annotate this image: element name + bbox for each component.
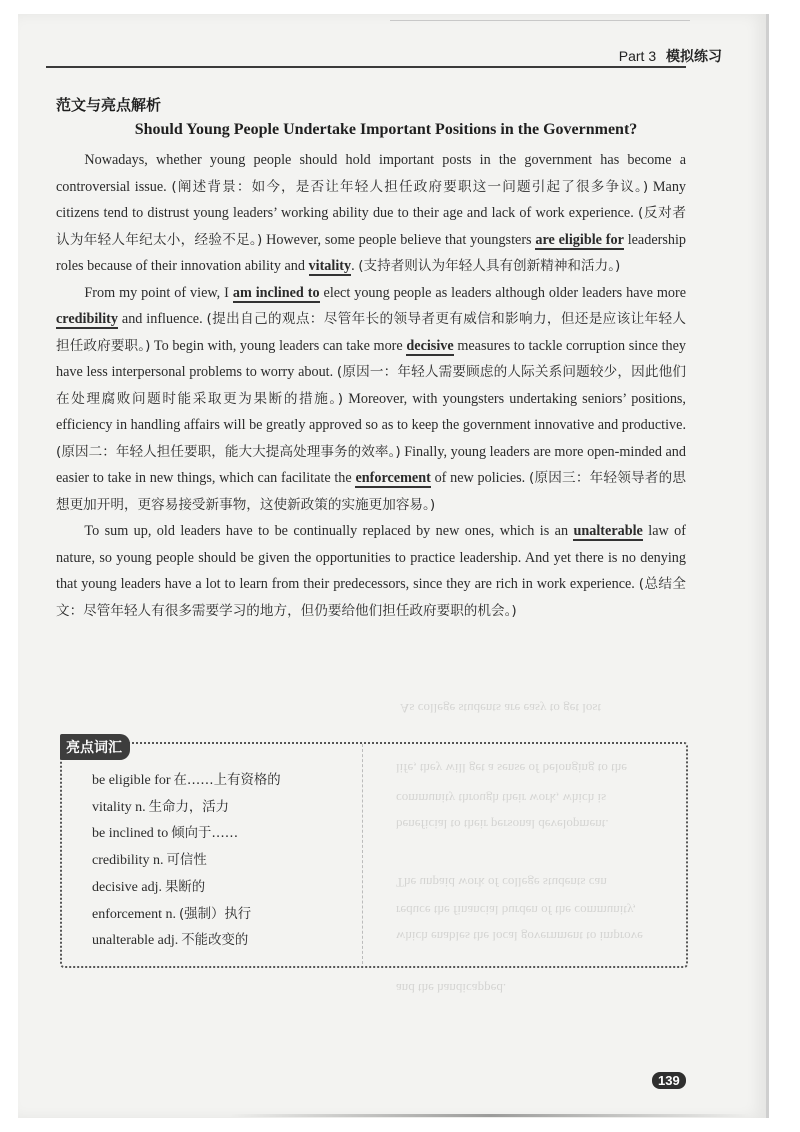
highlighted-term: unalterable	[573, 523, 643, 539]
highlighted-term: credibility	[56, 311, 119, 327]
vocab-item	[92, 821, 312, 848]
vocab-term: vitality n.	[92, 799, 146, 815]
bleed-through-text: reduce the financial burden of the community,	[396, 903, 636, 918]
essay-title: Should Young People Undertake Important Positions in the Government?	[134, 121, 638, 138]
essay-text: leadership roles because of their innovation ability and	[56, 231, 686, 274]
essay-text: Nowadays, whether young people should hold important posts in the government has become a controversial issue.	[56, 152, 686, 195]
bleed-through-text: As college students are easy to get lost	[400, 701, 602, 716]
vocab-term: unalterable adj.	[92, 933, 179, 949]
essay-text: Moreover, with youngsters undertaking seniors’ positions, efficiency in handling affairs will be greatly approved so as to keep the government innovative and productive.	[56, 390, 686, 433]
highlighted-term: am inclined to	[232, 284, 320, 301]
essay-text: and influence.	[118, 311, 207, 327]
page-number: 139	[652, 1072, 686, 1089]
essay-text: From my point of view, I	[84, 284, 233, 301]
chinese-annotation: (原因一：年轻人需要顾虑的人际关系问题较少，因此他们在处理腐败问题时能采取更为果断的措施。)	[56, 364, 686, 407]
vocab-item	[92, 795, 312, 822]
essay-text: elect young people as leaders although older leaders have more	[319, 284, 686, 301]
chinese-annotation: (总结全文：尽管年轻人有很多需要学习的地方，但仍要给他们担任政府要职的机会。)	[56, 576, 686, 619]
essay-text: law of nature, so young people should be given the opportunities to practice leadership. And yet there is no denying that young leaders have a lot to learn from their predecessors, since they are rich in work experience.	[56, 523, 686, 592]
vocab-item	[92, 928, 312, 955]
essay-text: To sum up, old leaders have to be continually replaced by new ones, which is an	[84, 523, 574, 539]
vocab-meaning: 可信性	[166, 853, 207, 869]
vocab-item	[92, 902, 312, 929]
vocab-meaning: 在……上有资格的	[173, 773, 281, 788]
bleed-through-text: The unpaid work of college students can	[396, 875, 607, 890]
vocab-meaning: 果断的	[164, 879, 206, 895]
vocab-item	[92, 768, 312, 795]
vocab-term: enforcement n.	[92, 906, 176, 922]
chinese-annotation: (原因三：年轻领导者的思想更加开明，更容易接受新事物，这使新政策的实施更加容易。)	[56, 470, 686, 513]
vocab-item	[92, 848, 312, 875]
vocab-term: credibility n.	[92, 853, 164, 869]
vocab-meaning: (强制）执行	[178, 906, 252, 922]
vocab-term: be eligible for	[92, 773, 171, 788]
chinese-annotation: (提出自己的观点：尽管年长的领导者更有威信和影响力，但还是应该让年轻人担任政府要职。)	[56, 311, 686, 354]
vocab-box-divider	[362, 744, 364, 964]
essay-paragraph-3	[56, 518, 686, 624]
header-rule	[46, 66, 686, 68]
vocab-meaning: 不能改变的	[181, 933, 249, 949]
main-content	[56, 94, 686, 624]
vocab-term: be inclined to	[92, 826, 169, 842]
highlighted-term: enforcement	[355, 470, 431, 486]
highlighted-term: decisive	[406, 337, 454, 354]
bleed-through-text: life, they will get a sense of belonging to the	[396, 761, 628, 776]
essay-text: Finally, young leaders are more open-minded and easier to take in new things, which can facilitate the	[56, 443, 686, 486]
bleed-through-text: community through their work, which is	[396, 791, 607, 806]
highlighted-term: are eligible for	[535, 231, 624, 248]
essay-text: To begin with, young leaders can take more	[150, 337, 407, 354]
bleed-through-text: beneficial to their personal development.	[396, 817, 609, 832]
vocab-meaning: 生命力，活力	[148, 799, 230, 815]
essay-text: Many citizens tend to distrust young leaders’ working ability due to their age and lack of work experience.	[56, 178, 687, 221]
binding-shadow	[230, 1114, 750, 1117]
header-part: Part 3	[618, 48, 657, 64]
chinese-annotation: (阐述背景：如今，是否让年轻人担任政府要职这一问题引起了很多争议。)	[171, 178, 649, 195]
top-rule	[390, 20, 690, 21]
vocab-term: decisive adj.	[92, 879, 162, 895]
essay-text: measures to tackle corruption since they have less interpersonal problems to worry about.	[56, 337, 686, 380]
essay-paragraph-2	[56, 280, 686, 519]
section-title: 范文与亮点解析	[56, 96, 162, 114]
essay-text: .	[351, 258, 359, 274]
vocab-title-tag: 亮点词汇	[60, 734, 130, 760]
essay-paragraph-1	[56, 147, 686, 280]
running-header	[619, 46, 722, 66]
chinese-annotation: (原因二：年轻人担任要职，能大大提高处理事务的效率。)	[56, 443, 401, 460]
bleed-through-text: which enables the local government to improve	[396, 929, 643, 944]
vocab-list	[92, 768, 312, 955]
header-section: 模拟练习	[666, 48, 722, 64]
vocab-item	[92, 875, 312, 902]
vocab-meaning: 倾向于……	[171, 826, 239, 842]
essay-text: of new policies.	[430, 470, 529, 486]
chinese-annotation: (支持者则认为年轻人具有创新精神和活力。)	[358, 258, 621, 274]
highlighted-term: vitality	[308, 258, 352, 274]
essay-text: However, some people believe that youngsters	[262, 231, 536, 248]
chinese-annotation: (反对者认为年轻人年纪太小，经验不足。)	[56, 205, 686, 248]
bleed-through-text: and the handicapped.	[396, 981, 507, 996]
